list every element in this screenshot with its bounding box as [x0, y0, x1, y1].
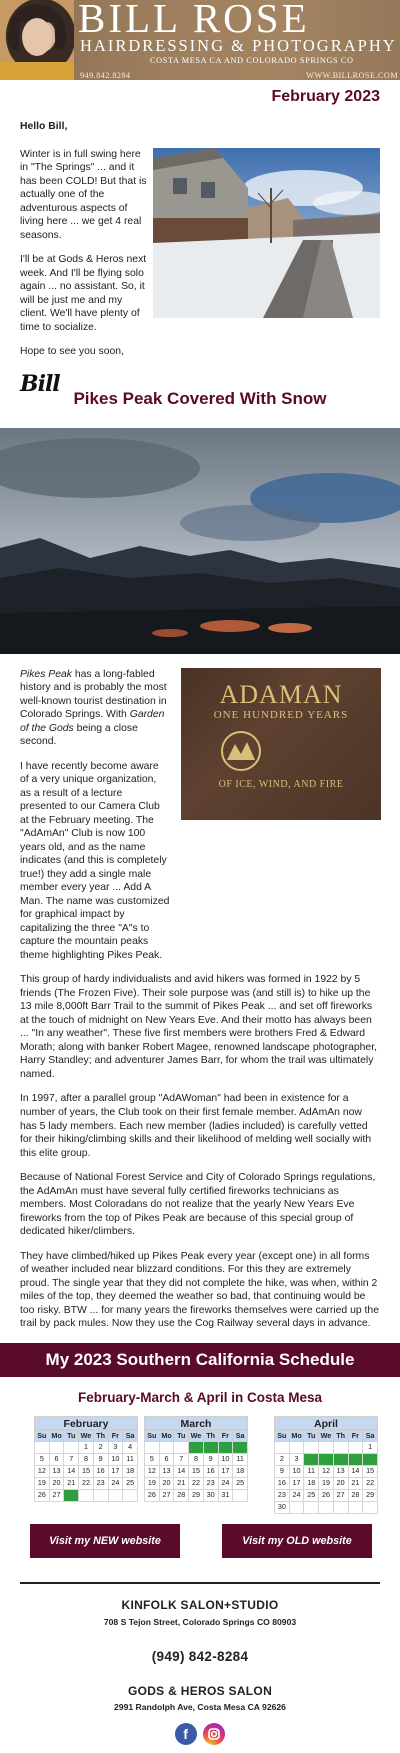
newsletter-month: February 2023: [271, 88, 380, 105]
calendar-empty-cell: [304, 1441, 319, 1453]
calendar-day: 4: [233, 1441, 248, 1453]
calendar-day: 9: [203, 1453, 218, 1465]
calendar-day: 21: [174, 1477, 189, 1489]
calendar-day: 20: [159, 1477, 174, 1489]
book-subtitle: ONE HUNDRED YEARS: [213, 708, 349, 721]
calendar-day: 22: [189, 1477, 204, 1489]
calendar-day: 1: [363, 1441, 378, 1453]
calendar-day: 17: [218, 1465, 233, 1477]
brand-locations: COSTA MESA CA AND COLORADO SPRINGS CO: [150, 56, 354, 65]
facebook-icon[interactable]: f: [175, 1723, 197, 1745]
calendar-day: 14: [64, 1465, 79, 1477]
intro-section: [20, 148, 380, 397]
calendar-day: 22: [79, 1477, 94, 1489]
calendar-empty-cell: [145, 1441, 160, 1453]
calendar-day: 10: [218, 1453, 233, 1465]
article-paragraph: In 1997, after a parallel group "AdAWoman" had been in existence for a number of years, the Club took on their first female member. AdAmAn now has 5 lady members. Each new member (ladies included) is carefully vetted for their hiking/climbing skills and their likelihood of melding well socially with this elite group.: [20, 1093, 372, 1159]
weekday-label: Fr: [108, 1431, 123, 1441]
weekday-label: We: [79, 1431, 94, 1441]
weekday-label: We: [189, 1431, 204, 1441]
calendar-month-title: March: [144, 1416, 248, 1430]
calendar-day: 27: [333, 1489, 348, 1501]
calendar-day: 25: [123, 1477, 138, 1489]
website-buttons: [0, 1524, 400, 1574]
calendar-empty-cell: [304, 1501, 319, 1513]
calendar-day: 16: [203, 1465, 218, 1477]
calendar-day: 5: [145, 1453, 160, 1465]
calendar-day: 8: [363, 1453, 378, 1465]
calendar-empty-cell: [64, 1441, 79, 1453]
calendar-day: 11: [304, 1465, 319, 1477]
calendar-day: 15: [363, 1465, 378, 1477]
calendar-day: 4: [304, 1453, 319, 1465]
brand-name: BILL ROSE: [78, 0, 310, 41]
calendar-day: 21: [348, 1477, 363, 1489]
weekday-label: Mo: [159, 1431, 174, 1441]
schedule-band-title: My 2023 Southern California Schedule: [0, 1343, 400, 1377]
calendar-empty-cell: [79, 1489, 94, 1501]
calendar-day: 18: [123, 1465, 138, 1477]
weekday-label: Tu: [64, 1431, 79, 1441]
brand-tagline: HAIRDRESSING & PHOTOGRAPHY: [80, 36, 397, 55]
calendar-day: 10: [289, 1465, 304, 1477]
calendar-day: 28: [348, 1489, 363, 1501]
weekday-label: Tu: [174, 1431, 189, 1441]
adaman-section: [20, 668, 380, 1331]
calendar-month-title: April: [274, 1416, 378, 1430]
calendar-empty-cell: [289, 1501, 304, 1513]
intro-paragraph: Winter is in full swing here in "The Springs" ... and it has been COLD! But that is actually one of the adventurous aspects of living here ... we get 4 real seasons.: [20, 148, 147, 241]
pikes-peak-photo: [0, 428, 400, 654]
calendar-day: 14: [174, 1465, 189, 1477]
calendar-day: 11: [233, 1453, 248, 1465]
weekday-label: Su: [275, 1431, 290, 1441]
calendar-empty-cell: [93, 1489, 108, 1501]
weekday-label: Fr: [218, 1431, 233, 1441]
article-paragraph: They have climbed/hiked up Pikes Peak every year (except one) in all forms of weather included near blizzard conditions. For this they are extremely proud. The single year that they did not complete the hike, was when, within 2 miles of the top, they deemed the weather so bad, that continuing would be too risky. BTW ... for many years the fireworks themselves were carried up the trail by pack mules. Now they use the Cog Railway several days in advance.: [20, 1250, 379, 1330]
calendar-february: [34, 1416, 138, 1501]
salon-name: KINFOLK SALON+STUDIO: [121, 1598, 279, 1613]
calendar-day: 2: [275, 1453, 290, 1465]
calendar-day: 9: [93, 1453, 108, 1465]
calendar-empty-cell: [108, 1489, 123, 1501]
calendar-group: [0, 1416, 400, 1516]
calendar-day: 26: [145, 1489, 160, 1501]
calendar-empty-cell: [319, 1501, 334, 1513]
calendar-day: 7: [174, 1453, 189, 1465]
calendar-day: 17: [108, 1465, 123, 1477]
calendar-day: 8: [189, 1453, 204, 1465]
weekday-label: Th: [203, 1431, 218, 1441]
calendar-day: 26: [319, 1489, 334, 1501]
intro-paragraph: Hope to see you soon,: [20, 346, 124, 358]
calendar-day: 24: [289, 1489, 304, 1501]
calendar-day: 19: [35, 1477, 50, 1489]
calendar-day: 19: [145, 1477, 160, 1489]
calendar-day: 4: [123, 1441, 138, 1453]
calendar-day: 6: [159, 1453, 174, 1465]
calendar-empty-cell: [174, 1441, 189, 1453]
calendar-day: 18: [304, 1477, 319, 1489]
brand-phone[interactable]: 949.842.8284: [80, 71, 131, 80]
calendar-day: 27: [159, 1489, 174, 1501]
calendar-day: 15: [79, 1465, 94, 1477]
calendar-day: 20: [333, 1477, 348, 1489]
calendar-day: 8: [79, 1453, 94, 1465]
calendar-day: 6: [49, 1453, 64, 1465]
weekday-label: Tu: [304, 1431, 319, 1441]
calendar-empty-cell: [35, 1441, 50, 1453]
calendar-day: 1: [79, 1441, 94, 1453]
calendar-empty-cell: [333, 1501, 348, 1513]
instagram-icon[interactable]: [203, 1723, 225, 1745]
calendar-empty-cell: [319, 1441, 334, 1453]
calendar-day: 12: [319, 1465, 334, 1477]
calendar-day: 10: [108, 1453, 123, 1465]
visit-new-website-button[interactable]: Visit my NEW website: [30, 1524, 180, 1558]
calendar-day: 21: [64, 1477, 79, 1489]
calendar-day: 16: [275, 1477, 290, 1489]
calendar-day: 29: [189, 1489, 204, 1501]
calendar-day: 18: [233, 1465, 248, 1477]
social-links: [0, 1723, 400, 1753]
article-paragraph: I have recently become aware of a very unique organization, as a result of a lecture presented to our Camera Club at the February meeting. The "AdAmAn" Club is now 100 years old, and as the name indicates (and this is completely true!) they add a single male member every year ... Add A Man. The name was customized for graphical impact by capitalizing the three "A"s to capture the mountain peaks theme highlighting Pikes Peak.: [20, 760, 170, 961]
salon-address: 2991 Randolph Ave, Costa Mesa CA 92626: [114, 1702, 286, 1713]
weekday-label: Sa: [123, 1431, 138, 1441]
calendar-day: 30: [203, 1489, 218, 1501]
calendar-day: 3: [218, 1441, 233, 1453]
weekday-label: Su: [145, 1431, 160, 1441]
calendar-day: 12: [145, 1465, 160, 1477]
winter-street-photo: [153, 148, 380, 318]
calendar-day: 7: [64, 1453, 79, 1465]
calendar-day: 28: [174, 1489, 189, 1501]
calendar-day: 7: [348, 1453, 363, 1465]
calendar-day: 24: [108, 1477, 123, 1489]
weekday-label: Th: [333, 1431, 348, 1441]
weekday-label: We: [319, 1431, 334, 1441]
calendar-day: 22: [363, 1477, 378, 1489]
calendar-day: 31: [218, 1489, 233, 1501]
calendar-day: 14: [348, 1465, 363, 1477]
calendar-day: 20: [49, 1477, 64, 1489]
divider: [20, 1582, 380, 1584]
weekday-label: Fr: [348, 1431, 363, 1441]
weekday-label: Mo: [289, 1431, 304, 1441]
calendar-day: 3: [289, 1453, 304, 1465]
calendar-empty-cell: [348, 1441, 363, 1453]
calendar-day: 16: [93, 1465, 108, 1477]
book-title: ADAMAN: [219, 679, 343, 709]
calendar-day: 17: [289, 1477, 304, 1489]
calendar-empty-cell: [233, 1489, 248, 1501]
weekday-label: Th: [93, 1431, 108, 1441]
calendar-day: 3: [108, 1441, 123, 1453]
header-banner: [0, 0, 400, 80]
calendar-empty-cell: [123, 1489, 138, 1501]
calendar-empty-cell: [159, 1441, 174, 1453]
calendar-march: [144, 1416, 248, 1501]
calendar-day: 13: [333, 1465, 348, 1477]
calendar-day: 29: [363, 1489, 378, 1501]
calendar-day: 12: [35, 1465, 50, 1477]
calendar-day: 5: [319, 1453, 334, 1465]
calendar-day: 13: [159, 1465, 174, 1477]
brand-website-link[interactable]: WWW.BILLROSE.COM: [306, 71, 398, 80]
adaman-emblem-icon: [219, 730, 263, 772]
article-paragraph: Pikes Peak has a long-fabled history and is probably the most well-known tourist destination in Colorado Springs. With Garden of the Gods being a close second.: [20, 668, 167, 748]
calendar-day: 5: [35, 1453, 50, 1465]
calendar-day: 1: [189, 1441, 204, 1453]
book-bottom-line: OF ICE, WIND, AND FIRE: [218, 778, 344, 790]
intro-paragraph: I'll be at Gods & Heros next week. And I'll be flying solo again ... no assistant. So, it will be just me and my client. We'll have plenty of time to socialize.: [20, 254, 147, 333]
weekday-label: Sa: [363, 1431, 378, 1441]
phone-number[interactable]: (949) 842-8284: [151, 1649, 249, 1665]
greeting: Hello Bill,: [20, 121, 68, 132]
calendar-day: 15: [189, 1465, 204, 1477]
article-paragraph: This group of hardy individualists and avid hikers was formed in 1922 by 5 friends (The Frozen Five). Their sole purpose was (and still is) to hike up the 13 mile 8,000ft Barr Trail to the summit of Pikes Peak ... and set off fireworks at the touch of midnight on New Years Eve. And their motto has always been ... "In any weather". These five first members were brothers Fred & Edward Morath; along with banker Robert Magee, renowned landscape photographer, Harry Standley; and adventurer James Barr, for whom the trail was ultimately named.: [20, 974, 377, 1080]
article-paragraph: Because of National Forest Service and City of Colorado Springs regulations, the AdAmAn must have several fully certified fireworks technicians as members. Most Coloradans do not realize that the yearly New Years Eve fireworks from the top of Pikes Peak are because of this special group of dedicated hiker/climbers.: [20, 1172, 376, 1238]
calendar-day: 23: [93, 1477, 108, 1489]
calendar-day: 19: [319, 1477, 334, 1489]
calendar-april: [274, 1416, 378, 1513]
salon-gods-heros: [0, 1684, 400, 1714]
calendar-day: 9: [275, 1465, 290, 1477]
calendar-empty-cell: [275, 1441, 290, 1453]
calendar-day: 13: [49, 1465, 64, 1477]
adaman-book-photo: [181, 668, 381, 820]
calendar-day: 27: [49, 1489, 64, 1501]
calendar-day: 30: [275, 1501, 290, 1513]
calendar-day: 2: [203, 1441, 218, 1453]
avatar: [0, 0, 74, 80]
schedule-heading: February-March & April in Costa Mesa: [77, 1389, 323, 1405]
weekday-label: Su: [35, 1431, 50, 1441]
calendar-day: 28: [64, 1489, 79, 1501]
weekday-label: Mo: [49, 1431, 64, 1441]
calendar-day: 6: [333, 1453, 348, 1465]
salon-address: 708 S Tejon Street, Colorado Springs CO 80903: [103, 1616, 297, 1627]
article-title: Pikes Peak Covered With Snow: [73, 388, 327, 408]
calendar-empty-cell: [333, 1441, 348, 1453]
calendar-day: 24: [218, 1477, 233, 1489]
calendar-day: 2: [93, 1441, 108, 1453]
calendar-empty-cell: [289, 1441, 304, 1453]
calendar-empty-cell: [348, 1501, 363, 1513]
calendar-empty-cell: [363, 1501, 378, 1513]
calendar-day: 23: [275, 1489, 290, 1501]
weekday-label: Sa: [233, 1431, 248, 1441]
calendar-empty-cell: [49, 1441, 64, 1453]
salon-kinfolk: [0, 1598, 400, 1665]
calendar-day: 11: [123, 1453, 138, 1465]
visit-old-website-button[interactable]: Visit my OLD website: [222, 1524, 372, 1558]
calendar-day: 25: [304, 1489, 319, 1501]
calendar-day: 26: [35, 1489, 50, 1501]
salon-name: GODS & HEROS SALON: [127, 1683, 273, 1698]
calendar-month-title: February: [34, 1416, 138, 1430]
calendar-day: 25: [233, 1477, 248, 1489]
signature: Bill: [20, 370, 60, 397]
calendar-day: 23: [203, 1477, 218, 1489]
